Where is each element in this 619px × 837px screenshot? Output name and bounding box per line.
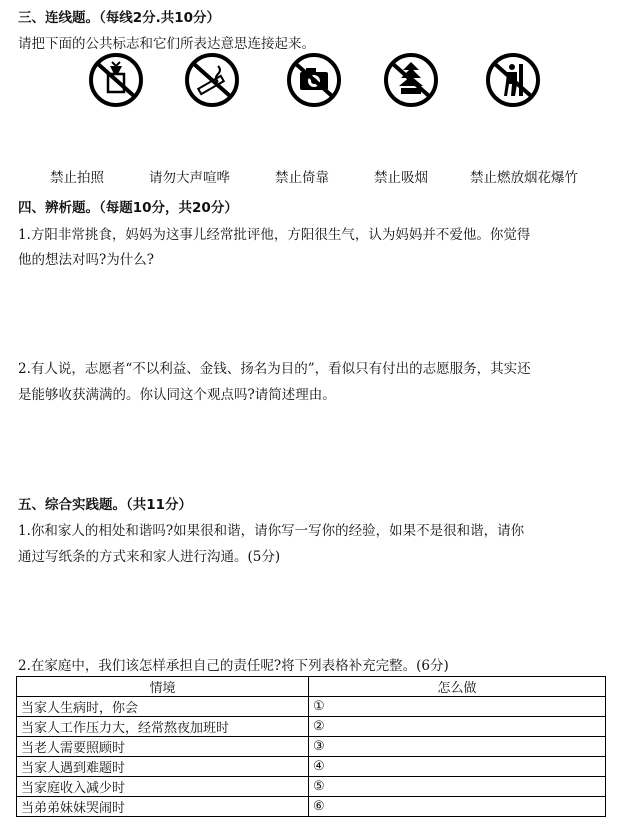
section4-q2-line1: 2.有人说，志愿者“不以利益、金钱、扬名为目的”，看似只有付出的志愿服务，其实还 [18, 361, 531, 377]
sign-row [0, 52, 619, 122]
table-cell-answer[interactable]: ③ [309, 737, 606, 757]
table-row [17, 717, 606, 737]
section5-title: 五、综合实践题。（共11分） [18, 497, 193, 513]
table-row [17, 737, 606, 757]
section5-q1-line1: 1.你和家人的相处和谐吗?如果很和谐，请你写一写你的经验，如果不是很和谐，请你 [18, 523, 525, 539]
label-no-smoking: 禁止吸烟 [374, 170, 428, 186]
table-header: 怎么做 [309, 677, 606, 697]
label-no-noise: 请勿大声喧哗 [149, 170, 230, 186]
no-photography-icon [286, 52, 342, 108]
section5-q1-line2: 通过写纸条的方式来和家人进行沟通。(5分) [18, 549, 281, 565]
table-cell-situation: 当家庭收入减少时 [17, 777, 309, 797]
table-cell-situation: 当家人生病时，你会 [17, 697, 309, 717]
table-row [17, 757, 606, 777]
label-no-photo: 禁止拍照 [50, 170, 104, 186]
table-header: 情境 [17, 677, 309, 697]
label-no-leaning: 禁止倚靠 [275, 170, 329, 186]
section4-title: 四、辨析题。（每题10分，共20分） [18, 200, 238, 216]
table-cell-situation: 当家人工作压力大，经常熬夜加班时 [17, 717, 309, 737]
table-cell-situation: 当家人遇到难题时 [17, 757, 309, 777]
section4-q1-line1: 1.方阳非常挑食，妈妈为这事儿经常批评他，方阳很生气，认为妈妈并不爱他。你觉得 [18, 227, 531, 243]
no-noise-icon [383, 52, 439, 108]
table-header-row [17, 677, 606, 697]
label-no-fireworks: 禁止燃放烟花爆竹 [470, 170, 578, 186]
responsibility-table [16, 676, 606, 817]
section4-q2-line2: 是能够收获满满的。你认同这个观点吗?请简述理由。 [18, 387, 336, 403]
no-smoking-icon [184, 52, 240, 108]
section3-title: 三、连线题。（每线2分.共10分） [18, 10, 221, 26]
table-cell-answer[interactable]: ⑤ [309, 777, 606, 797]
table-cell-situation: 当弟弟妹妹哭闹时 [17, 797, 309, 817]
table-row [17, 797, 606, 817]
section3-instruction: 请把下面的公共标志和它们所表达意思连接起来。 [18, 36, 315, 52]
section4-q1-line2: 他的想法对吗?为什么? [18, 252, 154, 268]
table-cell-answer[interactable]: ⑥ [309, 797, 606, 817]
table-cell-answer[interactable]: ④ [309, 757, 606, 777]
fireworks-prohibited-icon [88, 52, 144, 108]
section5-q2: 2.在家庭中，我们该怎样承担自己的责任呢?将下列表格补充完整。(6分) [18, 658, 449, 674]
no-leaning-icon [485, 52, 541, 108]
table-row [17, 697, 606, 717]
table-cell-situation: 当老人需要照顾时 [17, 737, 309, 757]
table-cell-answer[interactable]: ② [309, 717, 606, 737]
table-row [17, 777, 606, 797]
table-cell-answer[interactable]: ① [309, 697, 606, 717]
